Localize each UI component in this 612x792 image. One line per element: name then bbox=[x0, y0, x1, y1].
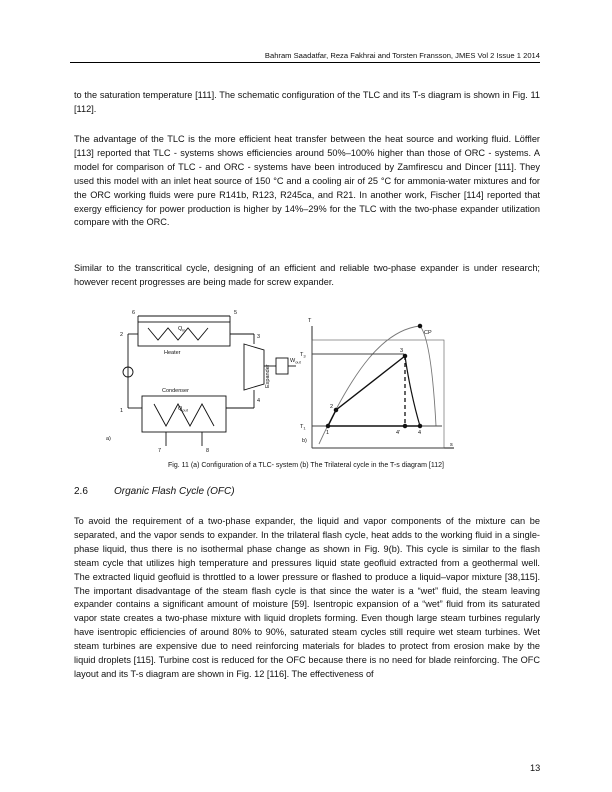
figure-11-diagram bbox=[104, 308, 464, 456]
running-header bbox=[70, 41, 540, 63]
panel-b-label: b) bbox=[302, 438, 307, 444]
running-head-text: Bahram Saadatfar, Reza Fakhrai and Torsten Fransson, JMES Vol 2 Issue 1 2014 bbox=[264, 51, 540, 60]
condenser-label: Condenser bbox=[162, 388, 189, 394]
ts-diagram bbox=[312, 324, 454, 448]
state-8-label: 8 bbox=[206, 448, 210, 454]
section-number: 2.6 bbox=[74, 486, 88, 497]
q-out-label: $Q_{out}$ bbox=[178, 406, 188, 413]
generator-box bbox=[276, 358, 288, 374]
section-heading bbox=[74, 486, 235, 497]
paragraph-3: Similar to the transcritical cycle, designing of an efficient and reliable two-phase expander is under research; however recent progresses are being made for screw expander. bbox=[74, 263, 540, 287]
state-1-label: 1 bbox=[120, 408, 124, 414]
state-5-label: 5 bbox=[234, 310, 238, 316]
state-3-label: 3 bbox=[257, 334, 261, 340]
critical-point-label: CP bbox=[424, 330, 432, 336]
point-4-label: 4 bbox=[418, 430, 422, 436]
figure-caption: Fig. 11 (a) Configuration of a TLC- system (b) The Trilateral cycle in the T-s diagram [112] bbox=[168, 462, 444, 469]
point-2-label: 2 bbox=[330, 404, 334, 410]
page-number: 13 bbox=[530, 763, 541, 773]
expander-label: Expander bbox=[265, 364, 271, 388]
expander-shape bbox=[244, 344, 264, 390]
paragraph-2: The advantage of the TLC is the more efficient heat transfer between the heat source and working fluid. Löffler [113] reported that TLC - systems shows efficiencies around 50%–100% higher than those of ORC - systems. A model for comparison of TLC - and ORC - systems have been introduced by Zamfirescu and Dincer [111]. They used this model with an inlet heat source of 150 °C and a cooling air of 25 °C for ammonia-water mixtures and for the ORC working fluids were pure R141b, R123, R245ca, and R21. In another work, Fischer [114] reported that exergy efficiency for power production is higher by 14%–29% for the TLC with the two-phase expander utilization compare with the ORC. bbox=[74, 134, 540, 228]
state-7-label: 7 bbox=[158, 448, 162, 454]
point-3-label: 3 bbox=[400, 348, 404, 354]
condenser-box bbox=[142, 396, 226, 432]
ts-plot-frame bbox=[312, 340, 444, 448]
state-6-label: 6 bbox=[132, 310, 136, 316]
s-axis-label: s bbox=[450, 442, 453, 448]
tlc-cycle-path bbox=[328, 356, 405, 426]
w-out-label: $W_{out}$ bbox=[290, 358, 301, 365]
figure-11 bbox=[104, 308, 464, 456]
panel-a-label: a) bbox=[106, 436, 111, 442]
t3-label: $T_3$ bbox=[300, 352, 306, 359]
point-4-prime-label: 4' bbox=[396, 430, 401, 436]
state-4-label: 4 bbox=[257, 398, 261, 404]
ts-diagram-labels bbox=[300, 318, 453, 448]
q-in-label: $Q_{in}$ bbox=[178, 326, 186, 333]
t-axis-label: T bbox=[308, 318, 312, 324]
state-2-label: 2 bbox=[120, 332, 124, 338]
heater-box bbox=[138, 322, 230, 346]
expansion-actual bbox=[405, 356, 420, 426]
heater-label: Heater bbox=[164, 350, 181, 356]
point-1-label: 1 bbox=[326, 430, 330, 436]
t1-label: $T_1$ bbox=[300, 424, 306, 431]
paragraph-4: To avoid the requirement of a two-phase expander, the liquid and vapor components of the mixture can be separated, and the vapor sends to expander. In the trilateral flash cycle, heat adds to the working fluid in a single-phase liquid, thus there is no isothermal phase change as shown in Fig. 9(b). This cycle is similar to the flash steam cycle that utilizes high temperature and pressures liquid state geofluid extracted from a geothermal well. The extracted liquid geofluid is throttled to a lower pressure or flashed to produce a liquid–vapor mixture [38,115]. The important disadvantage of the steam flash cycle is that since the water is a “wet” fluid, the steam leaving expander contains a significant amount of moisture [59]. Isentropic expansion of a “wet” fluid from its saturated vapor state creates a two-phase mixture with liquid droplets forming. Even though large steam turbines regularly have isentropic efficiencies of around 80% to 90%, saturated steam cycles still require wet steam turbines. Wet steam turbines are expensive due to need reinforcing materials for blades to protect from erosion make by the liquid droplets [115]. Turbine cost is reduced for the OFC because there is no need for blade reinforcing. The OFC layout and its T-s diagram are shown in Fig. 12 [116]. The effectiveness of bbox=[74, 516, 540, 679]
section-title: Organic Flash Cycle (OFC) bbox=[114, 486, 235, 497]
paragraph-1: to the saturation temperature [111]. The schematic configuration of the TLC and its T-s diagram is shown in Fig. 11 [112]. bbox=[74, 90, 540, 114]
